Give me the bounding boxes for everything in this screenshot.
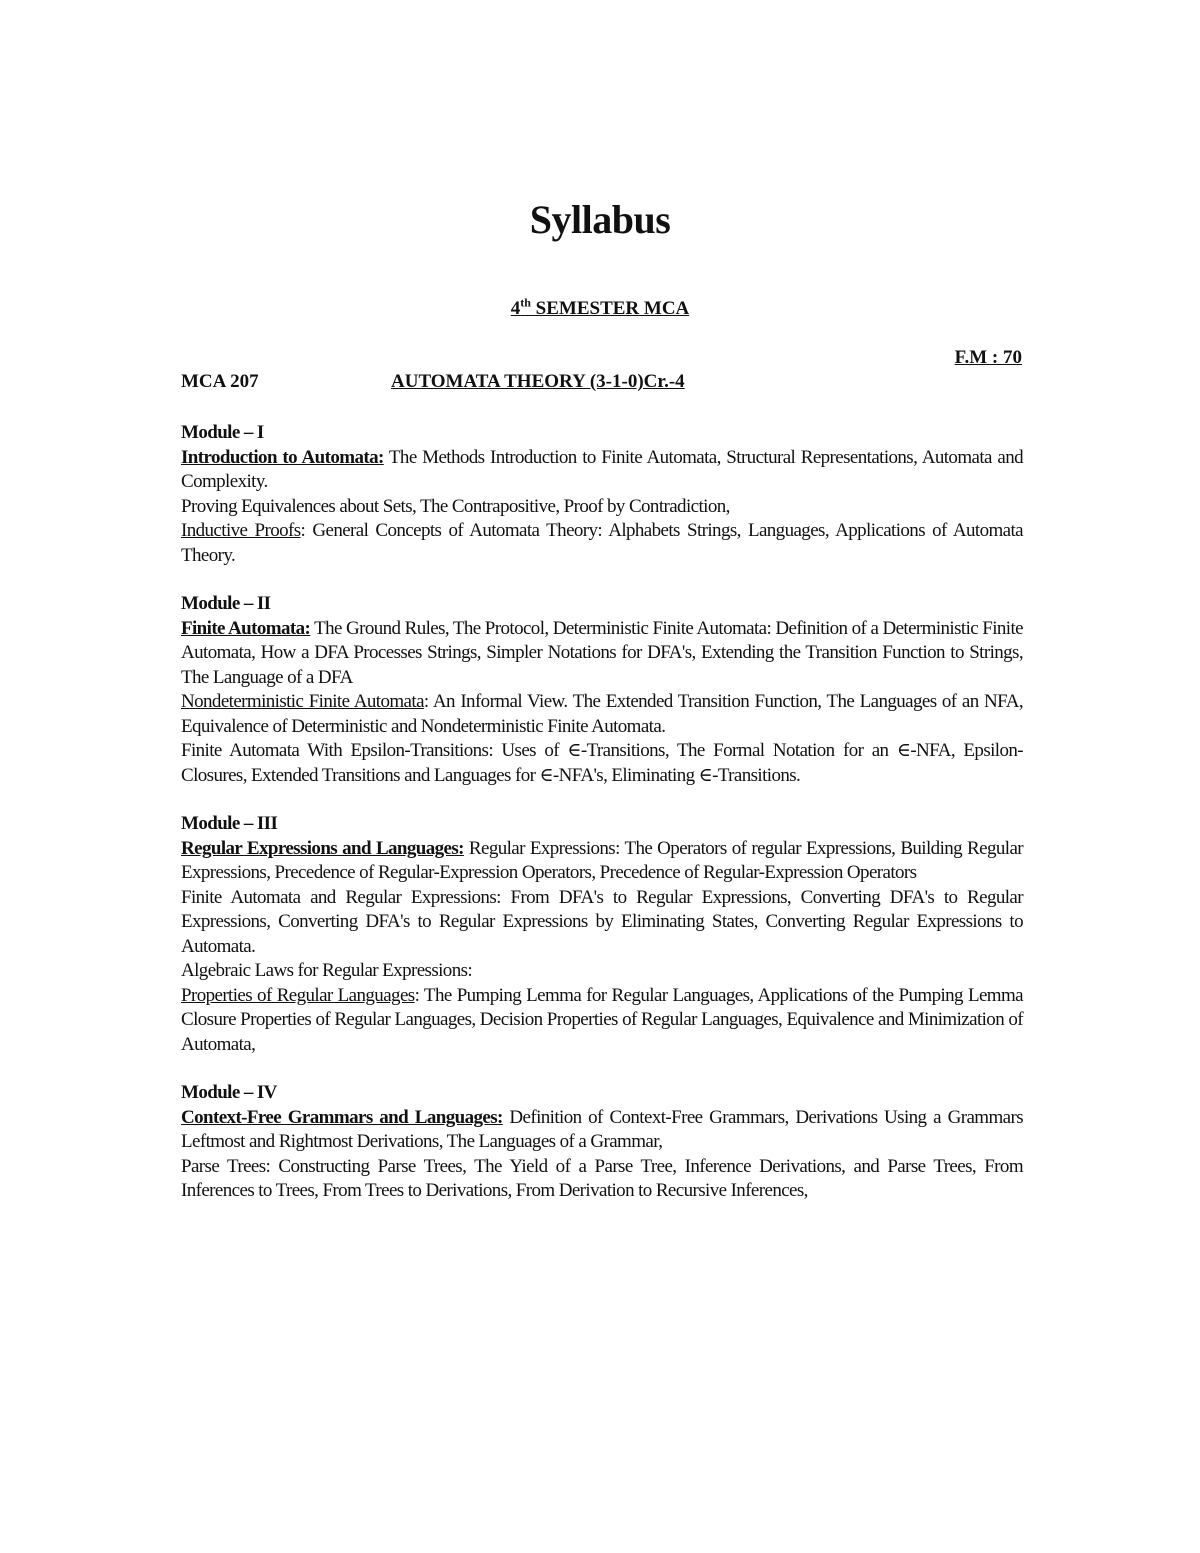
topic-text: Finite Automata and Regular Expressions: From DFA's to Regular Expressions, Converting DFA's to Regular Expressions, Converting DFA's to Regular Expressions by Eliminating States, Converting Regular Expressions to Automata. [181, 886, 1023, 957]
module-title: Module – II [181, 593, 271, 614]
topic-text: The Ground Rules, The Protocol, Deterministic Finite Automata: Definition of a Deterministic Finite Automata, How a DFA Processes Strings, Simpler Notations for DFA's, Extending the Transition Function to Strings, The Language of a DFA [181, 617, 1023, 688]
topic-text: Definition of Context-Free Grammars, Derivations Using a Grammars Leftmost and Rightmost Derivations, The Languages of a Grammar, [181, 1106, 1023, 1152]
modules-list [181, 421, 1023, 1228]
topic-text: Regular Expressions: The Operators of regular Expressions, Building Regular Expressions, Precedence of Regular-Expression Operators, Precedence of Regular-Expression Operators [181, 837, 1023, 883]
module-paragraph [181, 617, 1023, 691]
topic-text: Finite Automata With Epsilon-Transitions: Uses of ∈-Transitions, The Formal Notation for an ∈-NFA, Epsilon-Closures, Extended Transitions and Languages for ∈-NFA's, Eliminating ∈-Transitions. [181, 740, 1023, 786]
module-1 [181, 421, 1023, 568]
module-paragraph [181, 837, 1023, 886]
topic-text: : An Informal View. The Extended Transition Function, The Languages of an NFA, Equivalence of Deterministic and Nondeterministic Finite Automata. [181, 691, 1023, 737]
topic-text: Proving Equivalences about Sets, The Contrapositive, Proof by Contradiction, [181, 495, 730, 517]
semester-number: 4 [510, 298, 521, 320]
module-title: Module – III [181, 813, 278, 834]
module-paragraph [181, 886, 1023, 960]
module-4 [181, 1081, 1023, 1204]
module-title: Module – I [181, 422, 264, 443]
topic-heading: Regular Expressions and Languages: [181, 837, 464, 859]
topic-heading: Properties of Regular Languages [181, 984, 415, 1006]
topic-heading: Finite Automata: [181, 617, 311, 639]
module-paragraph [181, 1106, 1023, 1155]
module-paragraph [181, 984, 1023, 1058]
topic-text: Parse Trees: Constructing Parse Trees, The Yield of a Parse Tree, Inference Derivations, and Parse Trees, From Inferences to Trees, From Trees to Derivations, From Derivation to Recursive Inferences, [181, 1155, 1023, 1201]
module-paragraph [181, 519, 1023, 568]
topic-heading: Context-Free Grammars and Languages: [181, 1106, 503, 1128]
page-title: Syllabus [529, 197, 671, 242]
module-title: Module – IV [181, 1082, 277, 1103]
topic-text: : General Concepts of Automata Theory: Alphabets Strings, Languages, Applications of Automata Theory. [181, 520, 1023, 566]
semester-ordinal-suffix: th [520, 296, 531, 310]
topic-heading: Introduction to Automata: [181, 446, 384, 468]
module-paragraph [181, 495, 1023, 520]
module-2 [181, 592, 1023, 788]
full-marks: F.M : 70 [954, 347, 1022, 368]
module-3 [181, 812, 1023, 1057]
topic-heading: Nondeterministic Finite Automata [181, 691, 424, 712]
topic-heading: Inductive Proofs [181, 520, 301, 541]
module-paragraph [181, 446, 1023, 495]
course-title: AUTOMATA THEORY (3-1-0)Cr.-4 [391, 371, 685, 392]
semester-heading [0, 296, 1200, 320]
topic-text: : The Pumping Lemma for Regular Languages, Applications of the Pumping Lemma Closure Properties of Regular Languages, Decision Properties of Regular Languages, Equivalence and Minimization of Automata, [181, 984, 1023, 1055]
module-paragraph [181, 739, 1023, 788]
topic-text: The Methods Introduction to Finite Automata, Structural Representations, Automata and Complexity. [181, 446, 1023, 492]
topic-text: Algebraic Laws for Regular Expressions: [181, 960, 473, 981]
semester-label: SEMESTER MCA [530, 298, 690, 320]
course-code: MCA 207 [181, 371, 259, 392]
module-paragraph [181, 959, 1023, 984]
module-paragraph [181, 1155, 1023, 1204]
module-paragraph [181, 690, 1023, 739]
